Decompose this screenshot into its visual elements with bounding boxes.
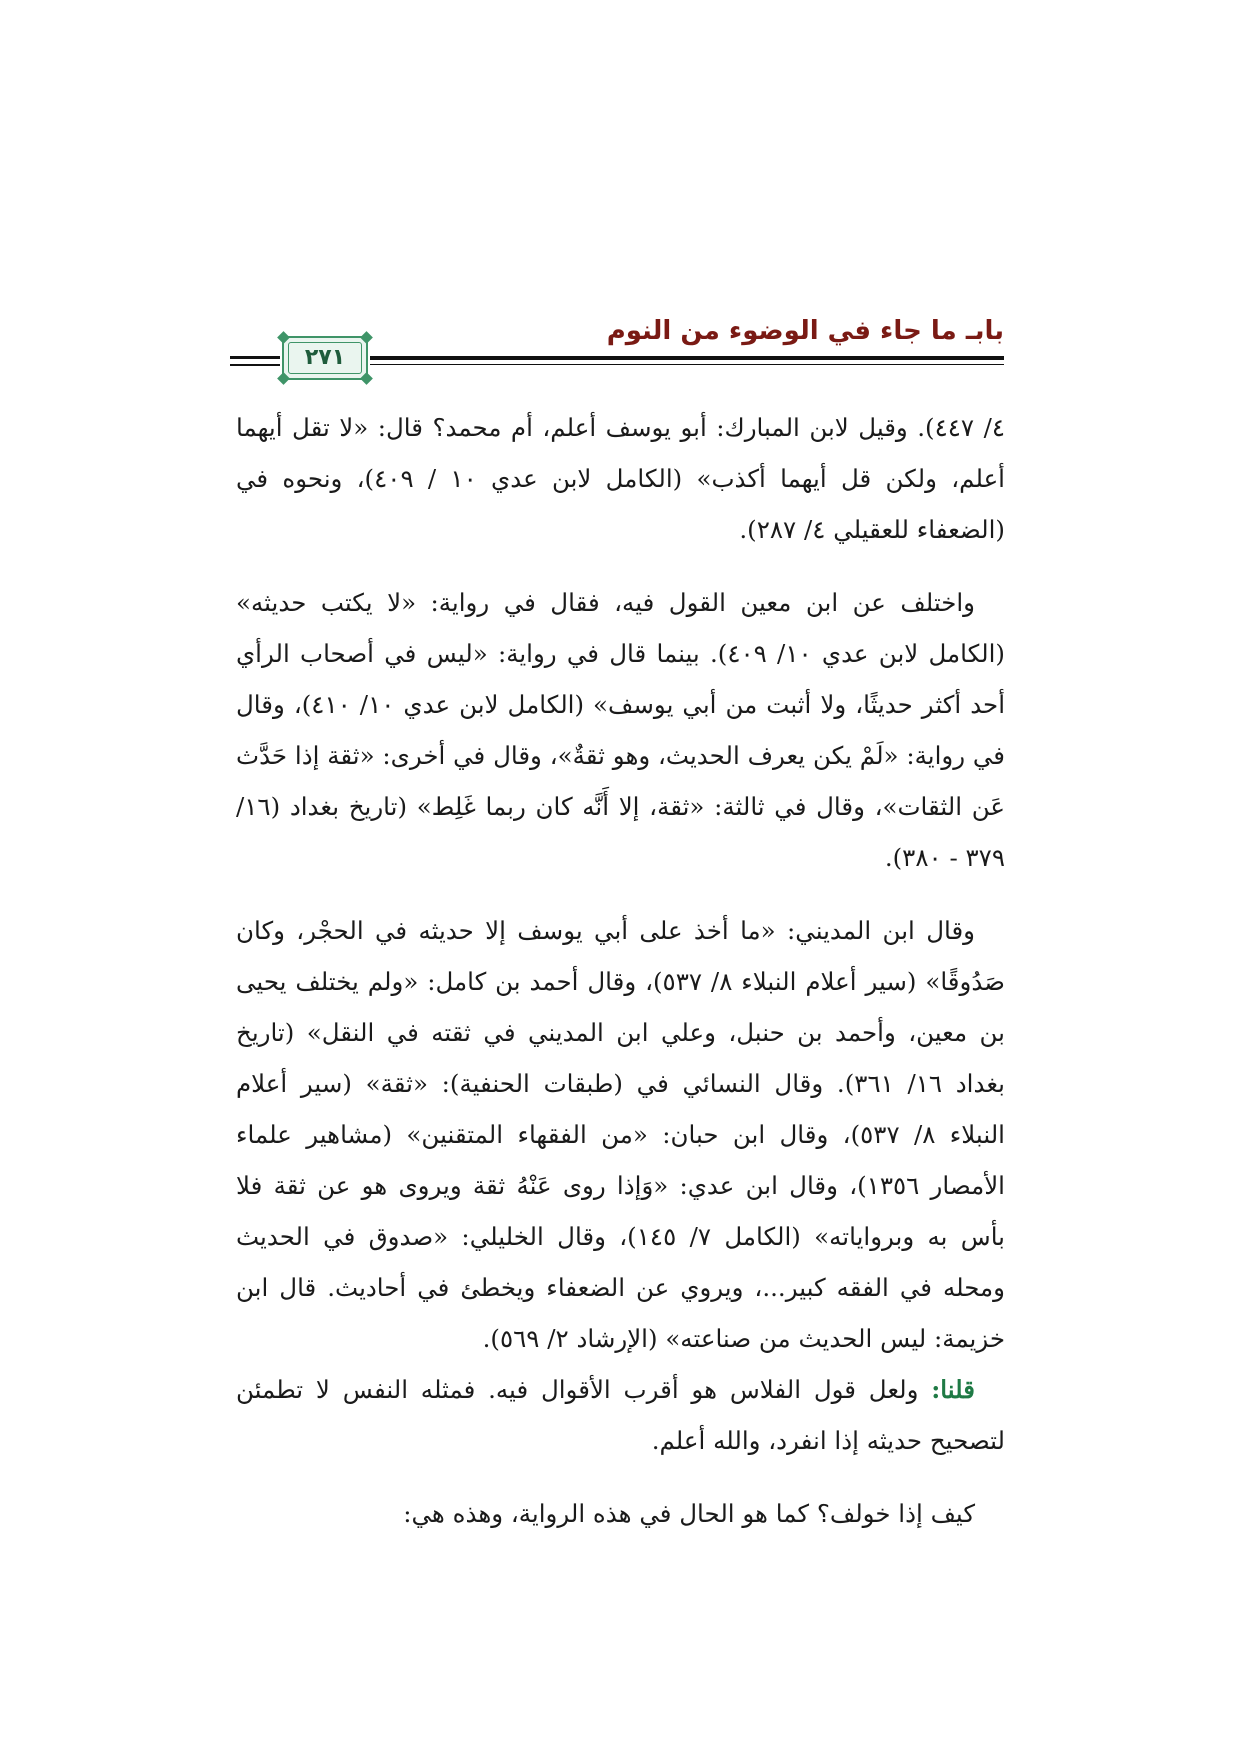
paragraph-1: ٤/ ٤٤٧). وقيل لابن المبارك: أبو يوسف أعلم، أم محمد؟ قال: «لا تقل أيهما أعلم، ولكن قل أيهما أكذب» (الكامل لابن عدي ١٠ / ٤٠٩)، ونحوه في (الضعفاء للعقيلي ٤/ ٢٨٧). <box>236 413 1005 544</box>
paragraph-3: وقال ابن المديني: «ما أخذ على أبي يوسف إلا حديثه في الحجْر، وكان صَدُوقًا» (سير أعلام النبلاء ٨/ ٥٣٧)، وقال أحمد بن كامل: «ولم يختلف يحيى بن معين، وأحمد بن حنبل، وعلي ابن المديني في ثقته في النقل» (تاريخ بغداد ١٦/ ٣٦١). وقال النسائي في (طبقات الحنفية): «ثقة» (سير أعلام النبلاء ٨/ ٥٣٧)، وقال ابن حبان: «من الفقهاء المتقنين» (مشاهير علماء الأمصار ١٣٥٦)، وقال ابن عدي: «وَإذا روى عَنْهُ ثقة ويروى هو عن ثقة فلا بأس به وبرواياته» (الكامل ٧/ ١٤٥)، وقال الخليلي: «صدوق في الحديث ومحله في الفقه كبير...، ويروي عن الضعفاء ويخطئ في أحاديث. قال ابن خزيمة: ليس الحديث من صناعته» (الإرشاد ٢/ ٥٦٩). <box>236 916 1005 1353</box>
paragraph-4-text: ولعل قول الفلاس هو أقرب الأقوال فيه. فمثله النفس لا تطمئن لتصحيح حديثه إذا انفرد، والله أعلم. <box>236 1375 1005 1455</box>
body-text <box>236 402 1005 1539</box>
paragraph-5: كيف إذا خولف؟ كما هو الحال في هذه الرواية، وهذه هي: <box>403 1499 975 1528</box>
qulna-label: قلنا: <box>931 1375 975 1404</box>
ornament-corner-icon <box>360 372 373 385</box>
page-number-badge <box>282 336 368 380</box>
ornament-corner-icon <box>277 372 290 385</box>
paragraph-2: واختلف عن ابن معين القول فيه، فقال في رواية: «لا يكتب حديثه» (الكامل لابن عدي ١٠/ ٤٠٩). بينما قال في رواية: «ليس في أصحاب الرأي أحد أكثر حديثًا، ولا أثبت من أبي يوسف» (الكامل لابن عدي ١٠/ ٤١٠)، وقال في رواية: «لَمْ يكن يعرف الحديث، وهو ثقةٌ»، وقال في أخرى: «ثقة إذا حَدَّث عَن الثقات»، وقال في ثالثة: «ثقة، إلا أَنَّه كان ربما غَلِط» (تاريخ بغداد (١٦/ ٣٧٩ - ٣٨٠). <box>236 588 1006 872</box>
ornament-corner-icon <box>360 331 373 344</box>
ornament-corner-icon <box>277 331 290 344</box>
header-rule-thin <box>370 364 1004 365</box>
header-rule-thick <box>370 356 1004 360</box>
header-rule-left-top <box>230 356 280 359</box>
page-number: ٢٧١ <box>304 345 346 370</box>
header-rule-left-bottom <box>230 364 280 366</box>
chapter-title: بابـ ما جاء في الوضوء من النوم <box>606 316 1004 346</box>
paragraph-4 <box>236 1364 1005 1466</box>
